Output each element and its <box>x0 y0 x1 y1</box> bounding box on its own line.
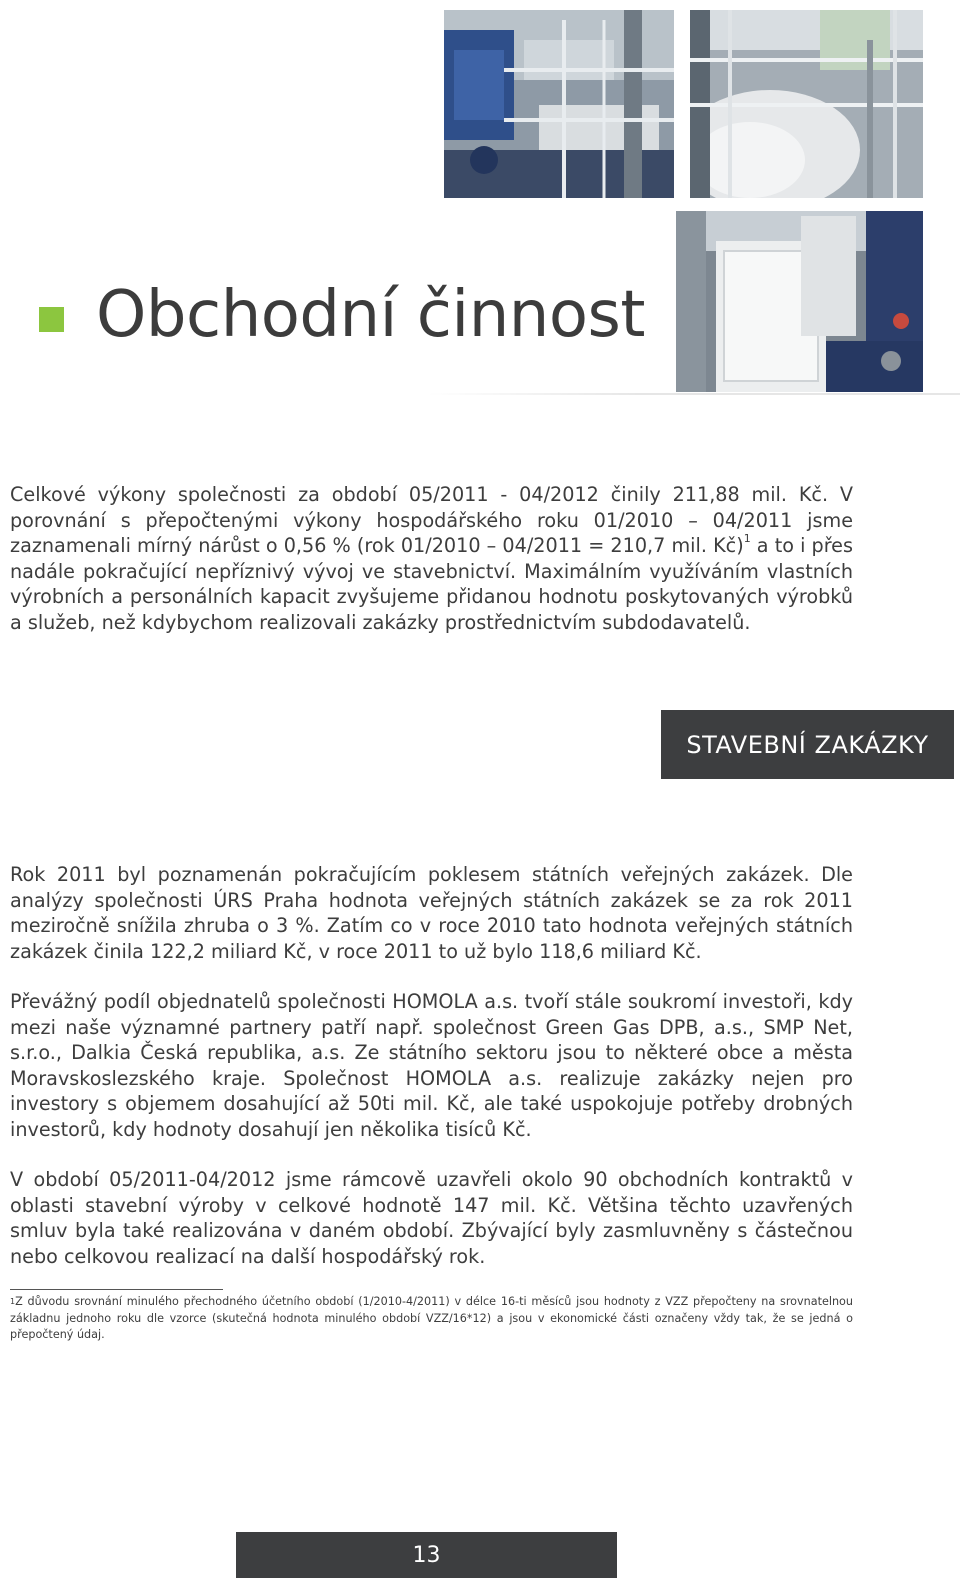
footnote-separator <box>10 1289 223 1290</box>
page-number-bar <box>236 1532 617 1578</box>
footnote <box>10 1294 853 1344</box>
footnote-number: 1 <box>10 1297 16 1306</box>
section-banner: STAVEBNÍ ZAKÁZKY <box>661 710 954 779</box>
page-number: 13 <box>412 1542 441 1568</box>
footnote-text: Z důvodu srovnání minulého přechodného účetního období (1/2010-4/2011) v délce 16-ti měsíců jsou hodnoty z VZZ přepočteny na srovnatelnou základnu jednoho roku dle vzorce (skutečná hodnota minulého období VZZ/16*12) a jsou v ekonomické části označeny vždy tak, že se jedná o přepočtený údaj. <box>10 1295 853 1341</box>
industrial-photo-boiler-room <box>444 10 674 198</box>
intro-text-part-1: Celkové výkony společnosti za období 05/2011 - 04/2012 činily 211,88 mil. Kč. V porovnání s přepočtenými výkony hospodářského roku 01/2010 – 04/2011 jsme zaznamenali mírný nárůst o 0,56 % (rok 01/2010 – 04/2011 = 210,7 mil. Kč) <box>10 483 853 557</box>
section-paragraph: V období 05/2011-04/2012 jsme rámcově uzavřeli okolo 90 obchodních kontraktů v oblasti stavební výroby v celkové hodnotě 147 mil. Kč. Většina těchto uzavřených smluv byla také realizována v daném období. Zbývající byly zasmluvněny s částečnou nebo celkovou realizací na další hospodářský rok. <box>10 1168 853 1268</box>
intro-paragraph <box>10 482 853 635</box>
page-title: Obchodní činnost <box>96 278 645 352</box>
intro-text-part-2: a to i přes nadále pokračující nepříznivý vývoj ve stavebnictví. Maximálním využíváním vlastních výrobních a personálních kapacit zvyšujeme přidanou hodnotu poskytovaných výrobků a služeb, než kdybychom realizovali zakázky prostřednictvím subdodavatelů. <box>10 534 853 634</box>
heading-bullet-square <box>39 307 64 332</box>
footnote-reference: 1 <box>743 532 751 545</box>
industrial-photo-tanks <box>690 10 923 198</box>
photo-divider <box>428 393 960 395</box>
section-paragraph: Rok 2011 byl poznamenán pokračujícím poklesem státních veřejných zakázek. Dle analýzy společnosti ÚRS Praha hodnota veřejných státních zakázek se za rok 2011 meziročně snížila zhruba o 3 %. Zatím co v roce 2010 tato hodnota veřejných státních zakázek činila 122,2 miliard Kč, v roce 2011 to už bylo 118,6 miliard Kč. <box>10 863 853 963</box>
industrial-photo-control-cabinet <box>676 211 923 392</box>
section-paragraph: Převážný podíl objednatelů společnosti HOMOLA a.s. tvoří stále soukromí investoři, kdy mezi naše významné partnery patří např. společnost Green Gas DPB, a.s., SMP Net, s.r.o., Dalkia Česká republika, a.s. Ze státního sektoru jsou to některé obce a města Moravskoslezského kraje. Společnost HOMOLA a.s. realizuje zakázky nejen pro investory s objemem dosahující až 50ti mil. Kč, ale také uspokojuje potřeby drobných investorů, kdy hodnoty dosahují jen několika tisíců Kč. <box>10 990 853 1141</box>
